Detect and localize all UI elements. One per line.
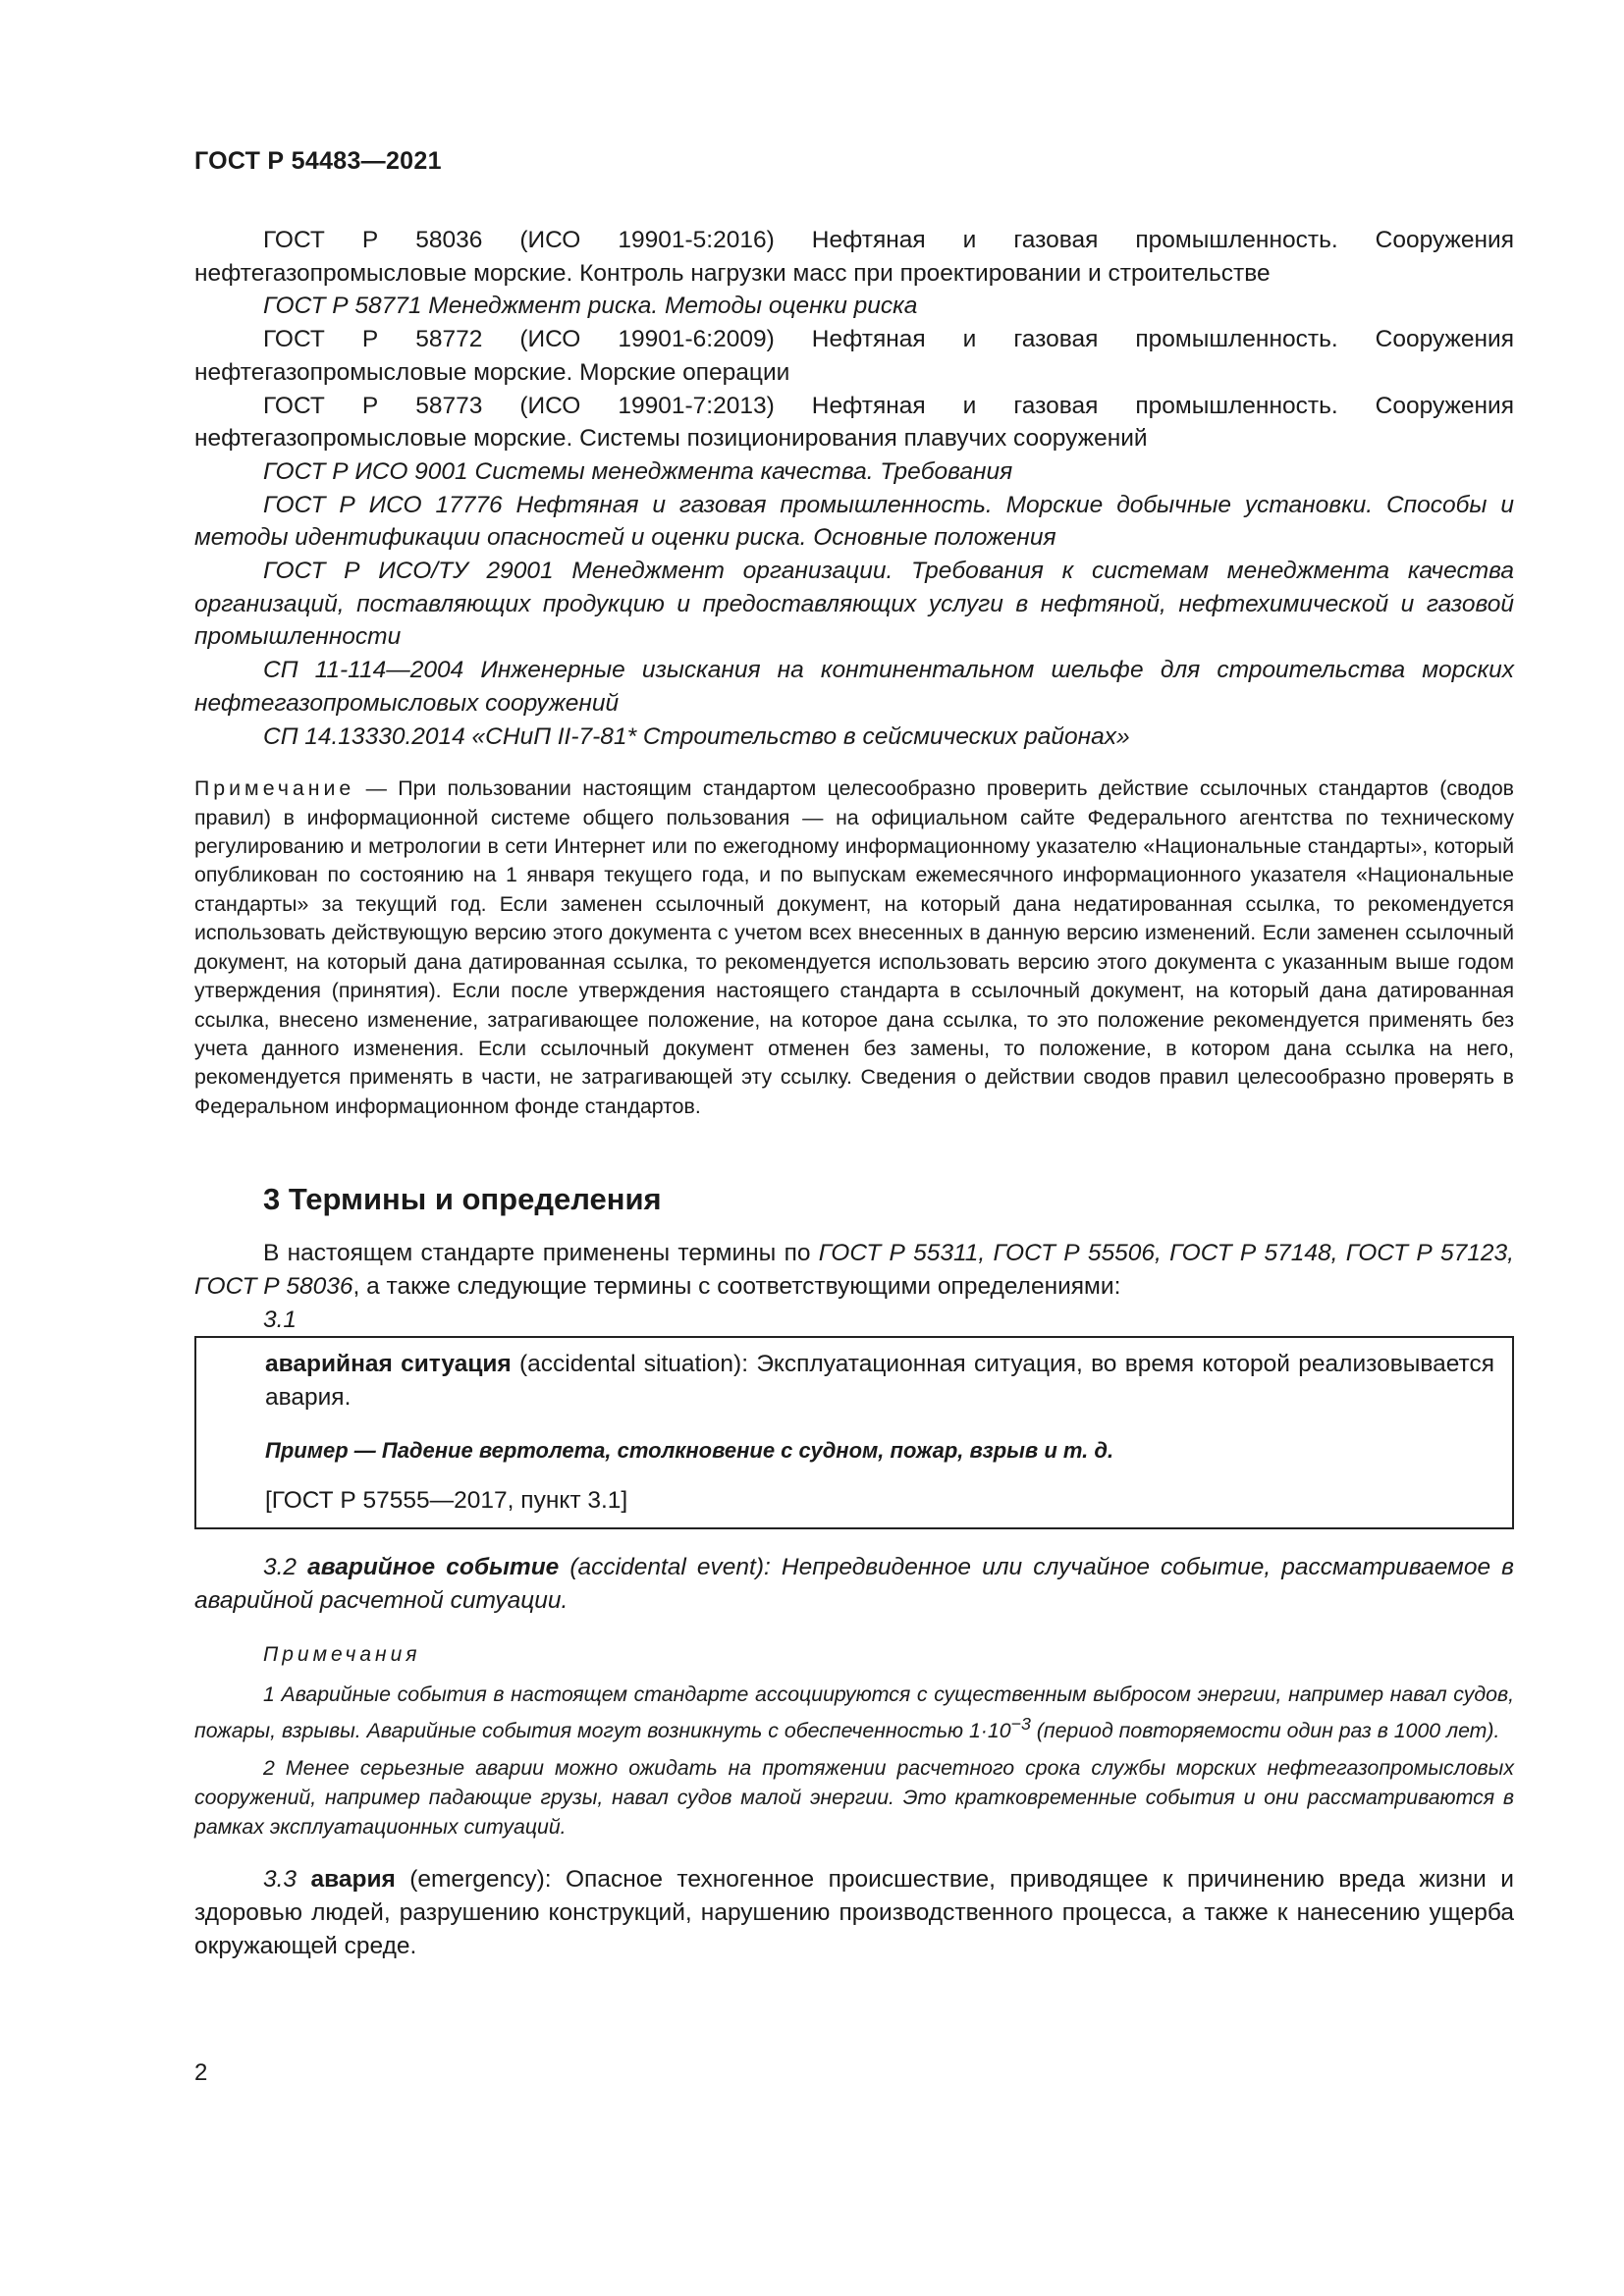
section-intro [194,1237,1514,1303]
reference-item: СП 14.13330.2014 «СНиП II-7-81* Строительство в сейсмических районах» [263,722,1130,750]
note-1-text: 1 Аварийные события в настоящем стандарте ассоциируются с существенным выбросом энергии, например навал судов, пожары, взрывы. Аварийные события могут возникнуть с обеспеченностью 1·10 [194,1682,1514,1743]
term-def-text: Эксплуатационная ситуация, во время которой реализовывается авария. [265,1351,1494,1411]
term-name: аварийное событие [307,1554,560,1581]
reference-item: ГОСТ Р ИСО 9001 Системы менеджмента качества. Требования [263,457,1013,485]
reference-item: ГОСТ Р 58772 (ИСО 19901-6:2009) Нефтяная и газовая промышленность. Сооружения нефтегазопромысловые морские. Морские операции [194,326,1514,386]
term-en: (accidental situation): [511,1351,757,1378]
page-number: 2 [194,2059,208,2086]
term-3-2 [194,1551,1514,1617]
intro-refs: ГОСТ Р 55311, ГОСТ Р 55506, ГОСТ Р 57148, ГОСТ Р 57123, ГОСТ Р 58036 [194,1240,1514,1300]
reference-item: ГОСТ Р 58771 Менеджмент риска. Методы оценки риска [263,293,918,320]
term-example: Пример — Падение вертолета, столкновение с судном, пожар, взрыв и т. д. [265,1437,1114,1463]
reference-item: СП 11-114—2004 Инженерные изыскания на континентальном шельфе для строительства морских нефтегазопромысловых сооружений [194,657,1514,717]
note-1-exponent: −3 [1010,1714,1031,1735]
intro-text-end: , а также следующие термины с соответствующими определениями: [352,1272,1121,1300]
document-body [194,224,1514,1962]
references-note [194,774,1514,1121]
term-name: авария [310,1866,396,1894]
term-box-3-1 [194,1336,1514,1529]
note-item-1 [194,1680,1514,1745]
section-title: 3 Термины и определения [263,1182,662,1217]
note-item-2: 2 Менее серьезные аварии можно ожидать на протяжении расчетного срока службы морских нефтегазопромысловых сооружений, например падающие грузы, навал судов малой энергии. Это кратковременные события и они рассматриваются в рамках эксплуатационных ситуаций. [194,1756,1514,1840]
term-number: 3.1 [263,1306,298,1333]
reference-item: ГОСТ Р 58773 (ИСО 19901-7:2013) Нефтяная и газовая промышленность. Сооружения нефтегазопромысловые морские. Системы позиционирования плавучих сооружений [194,392,1514,453]
term-number: 3.2 [263,1554,308,1581]
note-1-text-end: (период повторяемости один раз в 1000 лет). [1030,1719,1500,1743]
note-label: Примечание [194,776,355,801]
reference-item: ГОСТ Р ИСО/ТУ 29001 Менеджмент организации. Требования к системам менеджмента качества организаций, поставляющих продукцию и предоставляющих услуги в нефтяной, нефтехимической и газовой промышленности [194,558,1514,651]
doc-header: ГОСТ Р 54483—2021 [194,147,442,175]
intro-text: В настоящем стандарте применены термины по [263,1240,819,1267]
term-number: 3.3 [263,1866,311,1894]
term-name: аварийная ситуация [265,1351,512,1378]
term-definition [265,1348,1494,1414]
reference-item: ГОСТ Р ИСО 17776 Нефтяная и газовая промышленность. Морские добычные установки. Способы и методы идентификации опасностей и оценки риска. Основные положения [194,491,1514,552]
term-def-text: (accidental event): Непредвиденное или случайное событие, рассматриваемое в аварийной расчетной ситуации. [194,1554,1514,1614]
note-text: — При пользовании настоящим стандартом целесообразно проверить действие ссылочных стандартов (сводов правил) в информационной системе общего пользования — на официальном сайте Федерального агентства по техническому регулированию и метрологии в сети Интернет или по ежегодному информационному указателю «Национальные стандарты», который опубликован по состоянию на 1 января текущего года, и по выпускам ежемесячного информационного указателя «Национальные стандарты» за текущий год. Если заменен ссылочный документ, на который дана недатированная ссылка, то рекомендуется использовать действующую версию этого документа с учетом всех внесенных в данную версию изменений. Если заменен ссылочный документ, на который дана датированная ссылка, то рекомендуется использовать версию этого документа с указанным выше годом утверждения (принятия). Если после утверждения настоящего стандарта в ссылочный документ, на который дана датированная ссылка, внесено изменение, затрагивающее положение, на которое дана ссылка, то это положение рекомендуется применять без учета данного изменения. Если ссылочный документ отменен без замены, то положение, в котором дана ссылка на него, рекомендуется применять в части, не затрагивающей эту ссылку. Сведения о действии сводов правил целесообразно проверять в Федеральном информационном фонде стандартов. [194,776,1514,1118]
normative-references [194,224,1514,753]
notes-heading: Примечания [263,1643,421,1667]
term-def-text: (emergency): Опасное техногенное происшествие, приводящее к причинению вреда жизни и здоровью людей, разрушению конструкций, нарушению производственного процесса, а также к нанесению ущерба окружающей среде. [194,1866,1514,1959]
term-source: [ГОСТ Р 57555—2017, пункт 3.1] [265,1487,628,1515]
reference-item: ГОСТ Р 58036 (ИСО 19901-5:2016) Нефтяная и газовая промышленность. Сооружения нефтегазопромысловые морские. Контроль нагрузки масс при проектировании и строительстве [194,227,1514,287]
term-3-3 [194,1863,1514,1962]
